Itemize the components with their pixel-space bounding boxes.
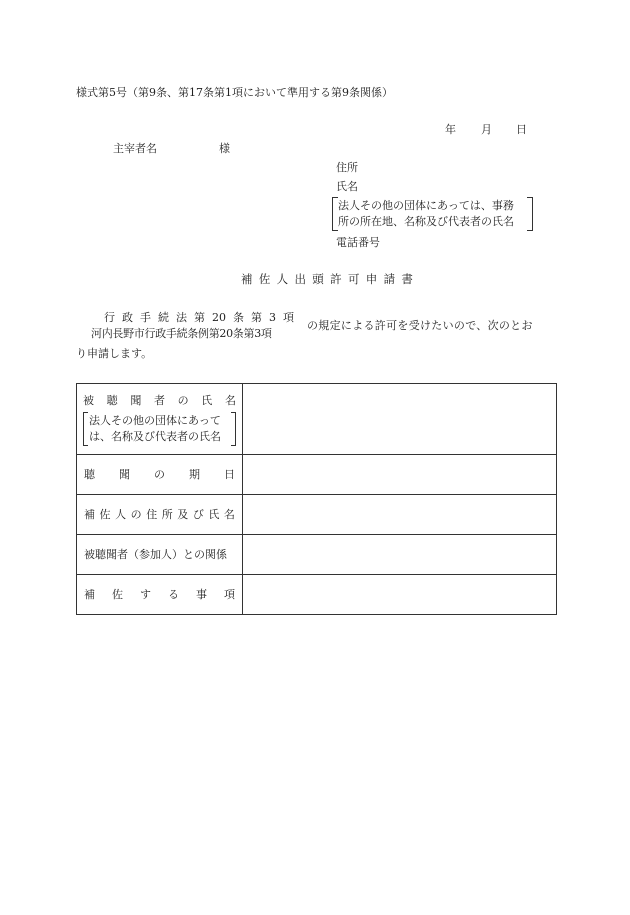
body-text-line2: り申請します。 (76, 347, 153, 360)
date-month-label: 月 (481, 123, 492, 136)
table-row (77, 574, 557, 614)
label-char: の (130, 508, 142, 522)
assistance-matters-label (77, 586, 242, 602)
law-reference-line2: 河内長野市行政手続条例第20条第3項 (91, 327, 272, 340)
law-reference-char: 条 (233, 311, 244, 324)
label-char: 聞 (119, 468, 130, 482)
label-char: 聞 (130, 394, 142, 407)
label-char: 名 (223, 508, 235, 522)
body-text-line1: の規定による許可を受けたいので、次のとお (307, 319, 533, 332)
name-label: 氏名 (336, 180, 358, 193)
corporate-note-line2: 所の所在地、名称及び代表者の氏名 (338, 215, 514, 228)
law-reference-char: 法 (176, 311, 187, 324)
label-char: 名 (224, 394, 236, 407)
law-reference-char: 政 (122, 311, 133, 324)
label-char: 所 (161, 508, 173, 522)
label-char: 者 (153, 394, 165, 407)
label-char: 補 (84, 588, 95, 602)
label-char: 住 (146, 508, 158, 522)
respondent-note-line2: は、名称及び代表者の氏名 (89, 429, 221, 443)
label-char: 被 (83, 394, 94, 407)
label-char: の (177, 394, 189, 407)
label-char: 及 (177, 508, 189, 522)
law-reference-line1 (104, 312, 294, 323)
label-char: 事 (196, 588, 207, 602)
law-reference-char: 行 (104, 311, 115, 324)
label-char: 日 (224, 468, 235, 482)
label-char: 氏 (208, 508, 220, 522)
addressee-title: 主宰者名 (113, 142, 157, 155)
table-row-label (77, 494, 243, 534)
respondent-corporate-note (83, 412, 236, 446)
label-char: 佐 (112, 588, 123, 602)
label-char: の (154, 468, 165, 482)
label-char: 期 (189, 468, 200, 482)
respondent-name-label (83, 392, 236, 408)
relationship-value[interactable] (243, 534, 557, 574)
phone-label: 電話番号 (336, 236, 380, 249)
label-char: 佐 (99, 508, 111, 522)
address-label: 住所 (336, 161, 358, 174)
form-number: 様式第5号（第9条、第17条第1項において準用する第9条関係） (76, 86, 393, 99)
respondent-note-line1: 法人その他の団体にあって (89, 414, 221, 427)
table-row (77, 534, 557, 574)
application-table (76, 383, 557, 615)
table-row-label (77, 534, 243, 574)
hearing-date-label (77, 466, 242, 482)
hearing-date-value[interactable] (243, 454, 557, 494)
table-row-label (77, 574, 243, 614)
label-char: 人 (115, 508, 127, 522)
label-char: す (140, 588, 151, 602)
table-row-label (77, 454, 243, 494)
label-char: 聴 (84, 468, 95, 482)
corporate-note-line1: 法人その他の団体にあっては、事務 (338, 199, 514, 212)
table-row (77, 454, 557, 494)
label-char: 補 (84, 508, 95, 522)
table-row-label (77, 384, 243, 455)
label-char: 氏 (201, 394, 213, 407)
label-char: 項 (224, 588, 235, 602)
label-char: 聴 (106, 394, 118, 407)
date-day-label: 日 (516, 123, 527, 136)
document-title: 補佐人出頭許可申請書 (241, 272, 420, 286)
law-reference-char: 20 (212, 311, 226, 324)
date-year-label: 年 (445, 123, 456, 136)
law-reference-char: 項 (283, 311, 294, 324)
law-reference-char: 3 (269, 311, 276, 324)
assistance-matters-value[interactable] (243, 574, 557, 614)
label-char: び (192, 508, 204, 522)
law-reference-char: 第 (251, 311, 262, 324)
table-row (77, 384, 557, 455)
assistant-address-name-value[interactable] (243, 494, 557, 534)
assistant-address-name-label (77, 506, 242, 522)
law-reference-char: 第 (194, 311, 205, 324)
table-row (77, 494, 557, 534)
addressee-honorific: 様 (219, 142, 230, 155)
law-reference-char: 続 (158, 311, 169, 324)
label-char: る (168, 588, 179, 602)
respondent-name-value[interactable] (243, 384, 557, 455)
relationship-label: 被聴聞者（参加人）との関係 (84, 548, 227, 562)
law-reference-char: 手 (140, 311, 151, 324)
